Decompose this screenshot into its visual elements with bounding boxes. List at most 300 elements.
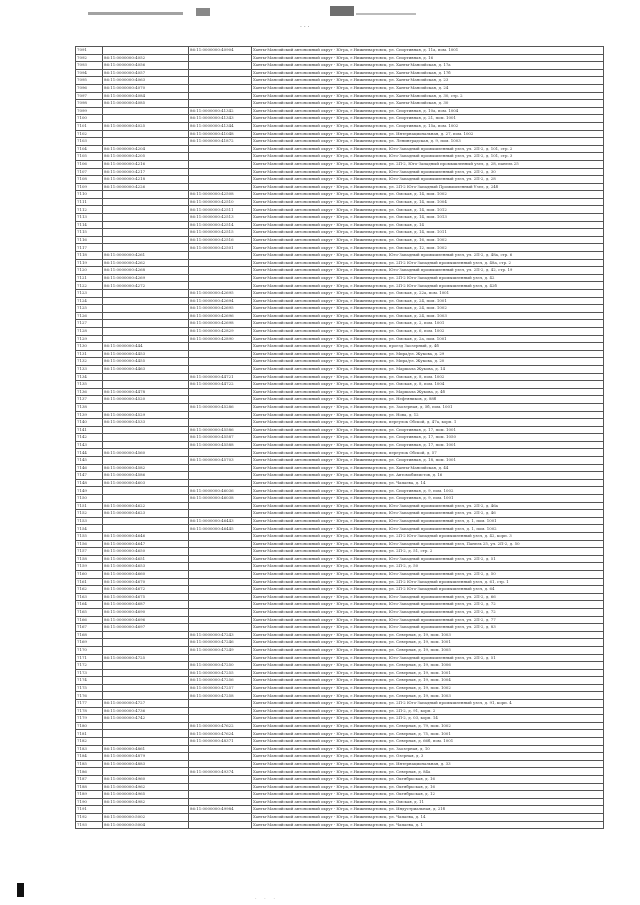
- address: Ханты-Мансийский автономный округ - Югра, г.Нижневартовск, ул. 2П-2 Юго-Западный промышленный узел, д. 42: [252, 274, 604, 282]
- address: Ханты-Мансийский автономный округ - Югра, г.Нижневартовск, ул. 2П-2 Юго-Западный промышленный узел, д. 42б: [252, 282, 604, 290]
- cadastral-number-secondary: 86:11:0000000:47258: [189, 692, 252, 700]
- table-row: [76, 168, 604, 176]
- cadastral-number-primary: [103, 669, 189, 677]
- cadastral-number-primary: [103, 191, 189, 199]
- table-row: [76, 183, 604, 191]
- cadastral-number-primary: 86:11:0000000:4453: [103, 350, 189, 358]
- table-row: [76, 229, 604, 237]
- row-number: 7181: [76, 730, 103, 738]
- table-row: [76, 662, 604, 670]
- table-row: [76, 631, 604, 639]
- address: Ханты-Мансийский автономный округ - Югра, г.Нижневартовск, Юго-Западный промышленный узел, д. 1, пом. 1001: [252, 517, 604, 525]
- cadastral-number-secondary: [189, 578, 252, 586]
- table-row: [76, 715, 604, 723]
- cadastral-number-primary: 86:11:0000000:4586: [103, 472, 189, 480]
- table-row: [76, 768, 604, 776]
- table-row: [76, 350, 604, 358]
- scan-dots: · · ·: [300, 24, 310, 31]
- address: Ханты-Мансийский автономный округ - Югра, г.Нижневартовск, ул. 2П-2 Юго-Западный промышленный узел, д. 64: [252, 586, 604, 594]
- table-row: [76, 267, 604, 275]
- cadastral-number-secondary: [189, 540, 252, 548]
- register-table-body: [76, 47, 604, 829]
- row-number: 7186: [76, 768, 103, 776]
- table-row: [76, 738, 604, 746]
- row-number: 7140: [76, 419, 103, 427]
- cadastral-number-primary: 86:11:0000000:4672: [103, 586, 189, 594]
- table-row: [76, 381, 604, 389]
- row-number: 7147: [76, 472, 103, 480]
- address: Ханты-Мансийский автономный округ - Югра, г.Нижневартовск, ул. Северная, д. 19, пом. 1003: [252, 692, 604, 700]
- cadastral-number-secondary: 86:11:0000000:47622: [189, 722, 252, 730]
- cadastral-number-secondary: 86:11:0000000:47624: [189, 730, 252, 738]
- row-number: 7193: [76, 821, 103, 829]
- row-number: 7112: [76, 206, 103, 214]
- cadastral-number-secondary: 86:11:0000000:45586: [189, 426, 252, 434]
- row-number: 7144: [76, 449, 103, 457]
- cadastral-number-primary: 86:11:0000000:4727: [103, 700, 189, 708]
- cadastral-number-secondary: [189, 753, 252, 761]
- address: Ханты-Мансийский автономный округ - Югра, г.Нижневартовск, ул. 2П-2 Юго-Западный промышленный узел, д. 48а, стр. 2: [252, 259, 604, 267]
- footer-dots: · · ·: [255, 896, 278, 902]
- cadastral-number-secondary: 86:11:0000000:46036: [189, 487, 252, 495]
- cadastral-number-primary: [103, 312, 189, 320]
- address: Ханты-Мансийский автономный округ - Югра, г.Нижневартовск, ул. Северная, д. 19, пом. 1005: [252, 646, 604, 654]
- address: Ханты-Мансийский автономный округ - Югра, г.Нижневартовск, ул. Чапаева, д. 14: [252, 479, 604, 487]
- address: Ханты-Мансийский автономный округ - Югра, г.Нижневартовск, ул. Заозерная, д. 5б, пом. 1001: [252, 403, 604, 411]
- table-row: [76, 69, 604, 77]
- row-number: 7155: [76, 533, 103, 541]
- row-number: 7145: [76, 457, 103, 465]
- address: Ханты-Мансийский автономный округ - Югра, г.Нижневартовск, ул. Чапаева, д. 1: [252, 821, 604, 829]
- cadastral-number-secondary: 86:11:0000000:41343: [189, 115, 252, 123]
- table-row: [76, 753, 604, 761]
- row-number: 7188: [76, 783, 103, 791]
- address: Ханты-Мансийский автономный округ - Югра, г.Нижневартовск, ул. Спортивная, д. 16: [252, 54, 604, 62]
- row-number: 7146: [76, 464, 103, 472]
- table-row: [76, 100, 604, 108]
- row-number: 7124: [76, 297, 103, 305]
- table-row: [76, 388, 604, 396]
- cadastral-number-secondary: 86:11:0000000:42516: [189, 236, 252, 244]
- table-row: [76, 464, 604, 472]
- table-row: [76, 616, 604, 624]
- row-number: 7179: [76, 715, 103, 723]
- address: Ханты-Мансийский автономный округ - Югра, г.Нижневартовск, ул. Омская, д. 14, пом. 1012: [252, 206, 604, 214]
- cadastral-number-secondary: 86:11:0000000:41048: [189, 130, 252, 138]
- row-number: 7192: [76, 813, 103, 821]
- cadastral-number-secondary: [189, 608, 252, 616]
- cadastral-number-secondary: [189, 776, 252, 784]
- cadastral-number-primary: [103, 290, 189, 298]
- table-row: [76, 92, 604, 100]
- address: Ханты-Мансийский автономный округ - Югра, г.Нижневартовск, ул. Спортивная, д. 15а, пом. 1002: [252, 122, 604, 130]
- address: Ханты-Мансийский автономный округ - Югра, г.Нижневартовск, Юго-Западный промышленный узел, ул. 2П-2, д. 30: [252, 168, 604, 176]
- address: Ханты-Мансийский автономный округ - Югра, г.Нижневартовск, ул. Омская, д. 8, пом. 1004: [252, 381, 604, 389]
- address: Ханты-Мансийский автономный округ - Югра, г.Нижневартовск, ул. Интернациональная, д. 33: [252, 760, 604, 768]
- cadastral-number-secondary: 86:11:0000000:42510: [189, 198, 252, 206]
- cadastral-number-secondary: 86:11:0000000:42829: [189, 327, 252, 335]
- address: Ханты-Мансийский автономный округ - Югра, г.Нижневартовск, ул. Омская, д. 16, пом. 1002: [252, 236, 604, 244]
- cadastral-number-primary: 86:11:0000000:4982: [103, 798, 189, 806]
- cadastral-number-secondary: [189, 145, 252, 153]
- cadastral-number-secondary: [189, 388, 252, 396]
- row-number: 7165: [76, 608, 103, 616]
- cadastral-number-primary: [103, 107, 189, 115]
- table-row: [76, 449, 604, 457]
- cadastral-number-primary: 86:11:0000000:444: [103, 343, 189, 351]
- address: Ханты-Мансийский автономный округ - Югра, г.Нижневартовск, Юго-Западный промышленный узел, ул. 2П-2, д. 42, стр. 19: [252, 267, 604, 275]
- row-number: 7126: [76, 312, 103, 320]
- cadastral-number-secondary: [189, 700, 252, 708]
- address: Ханты-Мансийский автономный округ - Югра, г.Нижневартовск, ул. Омская, д. 14, пом. 1013: [252, 214, 604, 222]
- address: Ханты-Мансийский автономный округ - Югра, г.Нижневартовск, ул. Омская, д. 24, пом. 1002: [252, 305, 604, 313]
- cadastral-number-primary: [103, 677, 189, 685]
- row-number: 7095: [76, 77, 103, 85]
- row-number: 7134: [76, 373, 103, 381]
- row-number: 7142: [76, 434, 103, 442]
- cadastral-number-secondary: 86:11:0000000:42890: [189, 335, 252, 343]
- cadastral-number-secondary: [189, 555, 252, 563]
- cadastral-number-primary: 86:11:0000000:4622: [103, 502, 189, 510]
- table-row: [76, 540, 604, 548]
- cadastral-number-secondary: [189, 798, 252, 806]
- address: Ханты-Мансийский автономный округ - Югра, г.Нижневартовск, ул. Северная, д. 19, пом. 1002: [252, 684, 604, 692]
- address: Ханты-Мансийский автономный округ - Югра, г.Нижневартовск, Юго-Западный промышленный узел, ул. 2П-2, д. 72: [252, 601, 604, 609]
- cadastral-number-primary: 86:11:0000000:4478: [103, 388, 189, 396]
- cadastral-number-secondary: [189, 510, 252, 518]
- table-row: [76, 122, 604, 130]
- address: Ханты-Мансийский автономный округ - Югра, г.Нижневартовск, ул. Мира/ул. Жукова, д. 20: [252, 358, 604, 366]
- table-row: [76, 639, 604, 647]
- row-number: 7191: [76, 806, 103, 814]
- address: Ханты-Мансийский автономный округ - Югра, г.Нижневартовск, Юго-Западный промышленный узел, ул. 2П-2, д. 48а, стр. 6: [252, 252, 604, 260]
- table-row: [76, 373, 604, 381]
- address: Ханты-Мансийский автономный округ - Югра, г.Нижневартовск, Юго-Западный промышленный узел, ул. 2П-2, д. 46: [252, 510, 604, 518]
- row-number: 7097: [76, 92, 103, 100]
- cadastral-number-secondary: [189, 259, 252, 267]
- address: Ханты-Мансийский автономный округ - Югра, г.Нижневартовск, ул. 2П-2 Юго-Западный промышленный узел, д. 42, корп. 3: [252, 533, 604, 541]
- row-number: 7187: [76, 776, 103, 784]
- cadastral-number-primary: 86:11:0000000:4879: [103, 753, 189, 761]
- row-number: 7123: [76, 290, 103, 298]
- table-row: [76, 813, 604, 821]
- row-number: 7171: [76, 654, 103, 662]
- address: Ханты-Мансийский автономный округ - Югра, г.Нижневартовск, ул. Заозерная, д. 10: [252, 745, 604, 753]
- cadastral-number-primary: 86:11:0000000:4603: [103, 479, 189, 487]
- cadastral-number-secondary: 86:11:0000000:42514: [189, 221, 252, 229]
- table-row: [76, 198, 604, 206]
- row-number: 7125: [76, 305, 103, 313]
- cadastral-number-primary: 86:11:0000000:4697: [103, 624, 189, 632]
- table-row: [76, 654, 604, 662]
- cadastral-number-primary: 86:11:0000000:4217: [103, 168, 189, 176]
- table-row: [76, 419, 604, 427]
- address: Ханты-Мансийский автономный округ - Югра, г.Нижневартовск, ул. Автомобилистов, д. 16: [252, 472, 604, 480]
- cadastral-number-primary: 86:11:0000000:4670: [103, 578, 189, 586]
- cadastral-number-primary: 86:11:0000000:4650: [103, 548, 189, 556]
- table-row: [76, 821, 604, 829]
- table-row: [76, 327, 604, 335]
- cadastral-number-primary: 86:11:0000000:4675: [103, 593, 189, 601]
- table-row: [76, 479, 604, 487]
- table-row: [76, 457, 604, 465]
- row-number: 7166: [76, 616, 103, 624]
- row-number: 7130: [76, 343, 103, 351]
- row-number: 7158: [76, 555, 103, 563]
- cadastral-number-secondary: [189, 84, 252, 92]
- table-row: [76, 282, 604, 290]
- address: Ханты-Мансийский автономный округ - Югра, г.Нижневартовск, ул. 2П-2, д. 51, стр. 2: [252, 548, 604, 556]
- cadastral-number-primary: [103, 373, 189, 381]
- address: Ханты-Мансийский автономный округ - Югра, г.Нижневартовск, ул. 2П-2, д. 91, корп. 2: [252, 707, 604, 715]
- cadastral-number-secondary: [189, 267, 252, 275]
- row-number: 7096: [76, 84, 103, 92]
- address: Ханты-Мансийский автономный округ - Югра, г.Нижневартовск, ул. Северная, д. 19, пом. 1001: [252, 639, 604, 647]
- cadastral-number-primary: [103, 138, 189, 146]
- cadastral-number-primary: [103, 403, 189, 411]
- cadastral-number-primary: [103, 305, 189, 313]
- address: Ханты-Мансийский автономный округ - Югра, г.Нижневартовск, ул. Спортивная, д. 17, пом. 1001: [252, 441, 604, 449]
- table-row: [76, 335, 604, 343]
- cadastral-number-primary: [103, 381, 189, 389]
- cadastral-number-secondary: 86:11:0000000:41872: [189, 138, 252, 146]
- cadastral-number-primary: 86:11:0000000:4070: [103, 84, 189, 92]
- table-row: [76, 274, 604, 282]
- table-row: [76, 176, 604, 184]
- cadastral-number-secondary: 86:11:0000000:41344: [189, 122, 252, 130]
- cadastral-number-primary: 86:11:0000000:4205: [103, 153, 189, 161]
- cadastral-number-primary: 86:11:0000000:5004: [103, 821, 189, 829]
- row-number: 7106: [76, 160, 103, 168]
- address: Ханты-Мансийский автономный округ - Югра, г.Нижневартовск, ул. Ханты-Мансийская, д. 30, стр. 2: [252, 92, 604, 100]
- row-number: 7156: [76, 540, 103, 548]
- cadastral-number-secondary: [189, 176, 252, 184]
- table-row: [76, 487, 604, 495]
- cadastral-number-primary: 86:11:0000000:4623: [103, 510, 189, 518]
- address: Ханты-Мансийский автономный округ - Югра, г.Нижневартовск, проезд Заозерный, д. 4б: [252, 343, 604, 351]
- row-number: 7109: [76, 183, 103, 191]
- cadastral-number-secondary: [189, 62, 252, 70]
- cadastral-number-secondary: 86:11:0000000:47250: [189, 662, 252, 670]
- table-row: [76, 517, 604, 525]
- cadastral-number-primary: [103, 631, 189, 639]
- address: Ханты-Мансийский автономный округ - Югра, г.Нижневартовск, ул. Ханты-Мансийская, д. 44: [252, 464, 604, 472]
- address: Ханты-Мансийский автономный округ - Югра, г.Нижневартовск, ул. Северная, д. 19, пом. 1001: [252, 669, 604, 677]
- cadastral-number-secondary: 86:11:0000000:47249: [189, 646, 252, 654]
- address: Ханты-Мансийский автономный округ - Югра, г.Нижневартовск, Юго-Западный промышленный узел, ул. 2П-2, д. 66: [252, 593, 604, 601]
- address: Ханты-Мансийский автономный округ - Югра, г.Нижневартовск, Юго-Западный промышленный узел, ул. 2П-2, д. 83: [252, 624, 604, 632]
- cadastral-number-primary: 86:11:0000000:4965: [103, 791, 189, 799]
- cadastral-number-primary: 86:11:0000000:4052: [103, 54, 189, 62]
- cadastral-number-primary: 86:11:0000000:5002: [103, 813, 189, 821]
- register-table: [75, 46, 604, 829]
- row-number: 7093: [76, 62, 103, 70]
- table-row: [76, 700, 604, 708]
- cadastral-number-primary: 86:11:0000000:4529: [103, 411, 189, 419]
- row-number: 7159: [76, 563, 103, 571]
- cadastral-number-secondary: [189, 813, 252, 821]
- row-number: 7137: [76, 396, 103, 404]
- address: Ханты-Мансийский автономный округ - Югра, г.Нижневартовск, ул. Северная, д. 19, пом. 1003: [252, 631, 604, 639]
- table-row: [76, 624, 604, 632]
- address: Ханты-Мансийский автономный округ - Югра, г.Нижневартовск, ул. 2П-2, Юго-Западный промышленный узел, д. 28, панель 25: [252, 160, 604, 168]
- table-row: [76, 153, 604, 161]
- address: Ханты-Мансийский автономный округ - Югра, г.Нижневартовск, ул. Озерная, д. 3: [252, 753, 604, 761]
- table-row: [76, 206, 604, 214]
- address: Ханты-Мансийский автономный округ - Югра, г.Нижневартовск, ул. Ленинградская, д. 9, пом. 1003: [252, 138, 604, 146]
- address: Ханты-Мансийский автономный округ - Югра, г.Нижневартовск, ул. Спортивная, д. 17, пом. 1001: [252, 426, 604, 434]
- table-row: [76, 305, 604, 313]
- table-row: [76, 578, 604, 586]
- address: Ханты-Мансийский автономный округ - Югра, г.Нижневартовск, Юго-Западный промышленный узел, ул. 2П-2, д. 28: [252, 176, 604, 184]
- cadastral-number-primary: 86:11:0000000:4883: [103, 760, 189, 768]
- address: Ханты-Мансийский автономный округ - Югра, г.Нижневартовск, Юго-Западный промышленный узел, ул. 2П-2, д. 72: [252, 608, 604, 616]
- address: Ханты-Мансийский автономный округ - Югра, г.Нижневартовск, ул. Омская, д. 24, пом. 1003: [252, 312, 604, 320]
- table-row: [76, 525, 604, 533]
- address: Ханты-Мансийский автономный округ - Югра, г.Нижневартовск, ул. Октябрьская, д. 12: [252, 791, 604, 799]
- table-row: [76, 601, 604, 609]
- address: Ханты-Мансийский автономный округ - Югра, г.Нижневартовск, Юго-Западный промышленный узел, ул. 2П-2, д. 51: [252, 654, 604, 662]
- row-number: 7108: [76, 176, 103, 184]
- cadastral-number-primary: [103, 434, 189, 442]
- cadastral-number-secondary: [189, 464, 252, 472]
- cadastral-number-secondary: [189, 791, 252, 799]
- table-row: [76, 47, 604, 55]
- table-row: [76, 115, 604, 123]
- cadastral-number-secondary: 86:11:0000000:47243: [189, 631, 252, 639]
- table-row: [76, 730, 604, 738]
- table-row: [76, 130, 604, 138]
- row-number: 7162: [76, 586, 103, 594]
- cadastral-number-primary: 86:11:0000000:4861: [103, 745, 189, 753]
- table-row: [76, 343, 604, 351]
- address: Ханты-Мансийский автономный округ - Югра, г.Нижневартовск, ул. Омская, д. 14, пом. 1011: [252, 229, 604, 237]
- row-number: 7149: [76, 487, 103, 495]
- cadastral-number-secondary: [189, 745, 252, 753]
- cadastral-number-primary: 86:11:0000000:4651: [103, 555, 189, 563]
- cadastral-number-primary: [103, 335, 189, 343]
- row-number: 7177: [76, 700, 103, 708]
- address: Ханты-Мансийский автономный округ - Югра, г.Нижневартовск, ул. Ханты-Мансийская, д. 23: [252, 77, 604, 85]
- cadastral-number-secondary: [189, 396, 252, 404]
- row-number: 7182: [76, 738, 103, 746]
- cadastral-number-primary: [103, 441, 189, 449]
- table-row: [76, 358, 604, 366]
- row-number: 7131: [76, 350, 103, 358]
- cadastral-number-secondary: 86:11:0000000:46443: [189, 517, 252, 525]
- row-number: 7133: [76, 365, 103, 373]
- address: Ханты-Мансийский автономный округ - Югра, г.Нижневартовск, ул. Октябрьская, д. 16: [252, 783, 604, 791]
- cadastral-number-primary: [103, 806, 189, 814]
- row-number: 7102: [76, 130, 103, 138]
- row-number: 7105: [76, 153, 103, 161]
- cadastral-number-secondary: [189, 54, 252, 62]
- row-number: 7151: [76, 502, 103, 510]
- table-row: [76, 806, 604, 814]
- address: Ханты-Мансийский автономный округ - Югра, г.Нижневартовск, ул. Омская, д. 14, пом. 1002: [252, 191, 604, 199]
- table-row: [76, 365, 604, 373]
- cadastral-number-secondary: 86:11:0000000:45286: [189, 403, 252, 411]
- table-row: [76, 244, 604, 252]
- cadastral-number-primary: [103, 229, 189, 237]
- cadastral-number-secondary: [189, 548, 252, 556]
- cadastral-number-secondary: 86:11:0000000:46038: [189, 495, 252, 503]
- cadastral-number-primary: [103, 297, 189, 305]
- row-number: 7178: [76, 707, 103, 715]
- cadastral-number-secondary: [189, 624, 252, 632]
- row-number: 7113: [76, 214, 103, 222]
- address: Ханты-Мансийский автономный округ - Югра, г.Нижневартовск, ул. 2П-2 Юго-Западный промышленный узел, д. 61, стр. 1: [252, 578, 604, 586]
- cadastral-number-secondary: [189, 707, 252, 715]
- cadastral-number-secondary: 86:11:0000000:47255: [189, 669, 252, 677]
- cadastral-number-primary: 86:11:0000000:4646: [103, 533, 189, 541]
- cadastral-number-secondary: 86:11:0000000:49984: [189, 806, 252, 814]
- table-row: [76, 411, 604, 419]
- cadastral-number-primary: [103, 487, 189, 495]
- cadastral-number-primary: 86:11:0000000:4261: [103, 252, 189, 260]
- address: Ханты-Мансийский автономный округ - Югра, г.Нижневартовск, ул. Спортивная, д. 9, пом. 1001: [252, 495, 604, 503]
- address: Ханты-Мансийский автономный округ - Югра, г.Нижневартовск, ул. Маршала Жукова, д. 4б: [252, 388, 604, 396]
- address: Ханты-Мансийский автономный округ - Югра, г.Нижневартовск, ул. 2П-2, д. 50: [252, 563, 604, 571]
- table-row: [76, 555, 604, 563]
- table-row: [76, 760, 604, 768]
- table-row: [76, 707, 604, 715]
- cadastral-number-secondary: [189, 100, 252, 108]
- table-row: [76, 791, 604, 799]
- row-number: 7143: [76, 441, 103, 449]
- cadastral-number-primary: [103, 214, 189, 222]
- cadastral-number-primary: 86:11:0000000:4063: [103, 77, 189, 85]
- cadastral-number-primary: [103, 236, 189, 244]
- cadastral-number-secondary: 86:11:0000000:47256: [189, 677, 252, 685]
- cadastral-number-secondary: 86:11:0000000:42513: [189, 214, 252, 222]
- cadastral-number-secondary: [189, 343, 252, 351]
- cadastral-number-secondary: 86:11:0000000:42696: [189, 312, 252, 320]
- row-number: 7167: [76, 624, 103, 632]
- address: Ханты-Мансийский автономный округ - Югра, г.Нижневартовск, ул. Омская, д. 8, пом. 1002: [252, 373, 604, 381]
- cadastral-number-primary: [103, 692, 189, 700]
- address: Ханты-Мансийский автономный округ - Югра, г.Нижневартовск, ул. Спортивная, д. 18, пом. 1001: [252, 457, 604, 465]
- table-row: [76, 798, 604, 806]
- cadastral-number-secondary: [189, 419, 252, 427]
- cadastral-number-primary: 86:11:0000000:4742: [103, 715, 189, 723]
- cadastral-number-secondary: 86:11:0000000:40904: [189, 47, 252, 55]
- table-row: [76, 669, 604, 677]
- cadastral-number-secondary: [189, 563, 252, 571]
- cadastral-number-primary: [103, 221, 189, 229]
- row-number: 7176: [76, 692, 103, 700]
- cadastral-number-secondary: [189, 183, 252, 191]
- margin-mark: [17, 883, 24, 897]
- cadastral-number-primary: 86:11:0000000:4696: [103, 616, 189, 624]
- cadastral-number-primary: 86:11:0000000:4690: [103, 608, 189, 616]
- scan-header-marks: [0, 0, 640, 45]
- cadastral-number-primary: [103, 768, 189, 776]
- row-number: 7161: [76, 578, 103, 586]
- table-row: [76, 62, 604, 70]
- cadastral-number-secondary: [189, 77, 252, 85]
- address: Ханты-Мансийский автономный округ - Югра, г.Нижневартовск, ул. Северная, д. 84а: [252, 768, 604, 776]
- address: Ханты-Мансийский автономный округ - Югра, г.Нижневартовск, ул. Чапаева, д. 14: [252, 813, 604, 821]
- cadastral-number-secondary: [189, 601, 252, 609]
- table-row: [76, 214, 604, 222]
- row-number: 7103: [76, 138, 103, 146]
- cadastral-number-secondary: 86:11:0000000:42515: [189, 229, 252, 237]
- cadastral-number-secondary: 86:11:0000000:41342: [189, 107, 252, 115]
- address: Ханты-Мансийский автономный округ - Югра, г.Нижневартовск, ул. Омская, д. 14: [252, 221, 604, 229]
- cadastral-number-secondary: [189, 168, 252, 176]
- table-row: [76, 722, 604, 730]
